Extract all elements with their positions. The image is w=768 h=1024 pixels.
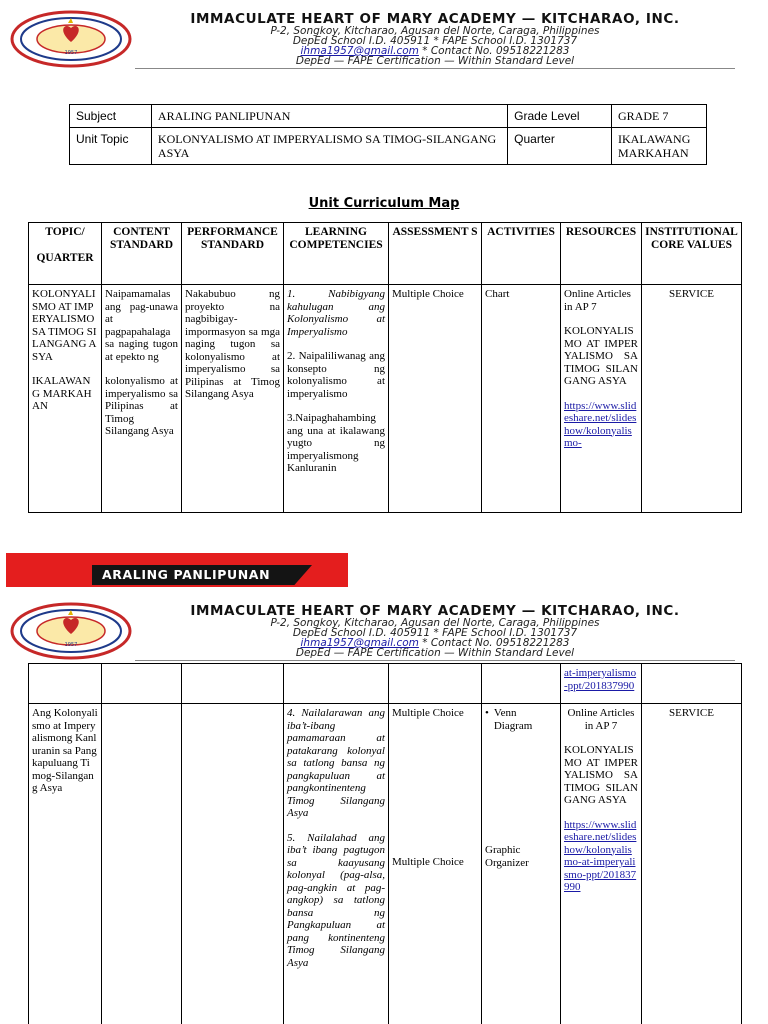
content-standard-cell: [102, 704, 182, 1024]
curriculum-map-table-continued: [28, 663, 742, 1024]
competency-3: 3.Naipaghahambing ang una at ikalawang yugto ng imperyalismong Kanluranin: [287, 412, 385, 474]
grade-value: GRADE 7: [612, 105, 707, 128]
quarter-text: IKALAWANG MARKAHAN: [32, 375, 92, 412]
learning-competencies-cell: [284, 704, 389, 1024]
resource-link[interactable]: https://www.slideshare.net/slideshow/kolonyalismo-at-imperyalismo-ppt/201837990: [564, 818, 637, 893]
subject-value: ARALING PANLIPUNAN: [151, 105, 507, 128]
subject-banner: [6, 553, 348, 587]
col-learning-competencies: LEARNING COMPETENCIES: [284, 223, 389, 285]
col-core-values: INSTITUTIONAL CORE VALUES: [642, 223, 742, 285]
assessment-cell: [389, 704, 482, 1024]
contact-number: * Contact No. 09518221283: [418, 45, 570, 57]
assessment-2: Multiple Choice: [392, 855, 464, 868]
table-row: [29, 704, 742, 1024]
subject-label: Subject: [70, 105, 152, 128]
assessment-cell: Multiple Choice: [389, 285, 482, 513]
topic-cell: [29, 285, 102, 513]
table-row-continued: [29, 664, 742, 704]
competency-5: 5. Nailalahad ang iba’t ibang pagtugon sa kaayusang kolonyal (pag-alsa, pag-angkin at pag-angkop) sa tatlong bansa ng Pangkapuluan at pang kontinenteng Timog Silangang Asya: [287, 831, 385, 969]
core-value-cell: SERVICE: [642, 704, 742, 1024]
content-standard-text-b: kolonyalismo at imperyalismo sa Pilipinas at Timog Silangang Asya: [105, 375, 178, 437]
performance-standard-cell: Nakabubuo ng proyekto na nagbibigay-impormasyon sa mga naging tugon sa kolonyalismo at imperyalismo sa Pilipinas at Timog Silangang Asya: [182, 285, 284, 513]
curriculum-map-table: [28, 222, 742, 513]
content-standard-cell: [102, 285, 182, 513]
empty-cell: [389, 664, 482, 704]
activity-2: Graphic Organizer: [485, 844, 529, 869]
school-name: IMMACULATE HEART OF MARY ACADEMY — KITCHARAO, INC.: [190, 603, 680, 619]
school-address: P-2, Songkoy, Kitcharao, Agusan del Norte, Caraga, Philippines: [270, 617, 600, 629]
col-resources: RESOURCES: [561, 223, 642, 285]
banner-text: ARALING PANLIPUNAN: [102, 567, 271, 582]
grade-label: Grade Level: [508, 105, 612, 128]
school-email-link[interactable]: ihma1957@gmail.com: [300, 637, 419, 649]
quarter-value: IKALAWANG MARKAHAN: [612, 128, 707, 165]
table-header-row: [29, 223, 742, 285]
seal-year: 1957: [64, 642, 78, 648]
resources-cell: [561, 704, 642, 1024]
unit-topic-label: Unit Topic: [70, 128, 152, 165]
school-ids: DepEd School I.D. 405911 * FAPE School I.D. 1301737: [292, 627, 578, 639]
table-row: [29, 285, 742, 513]
assessment-1: Multiple Choice: [392, 707, 464, 719]
learning-competencies-cell: [284, 285, 389, 513]
seal-year: 1957: [64, 50, 78, 56]
school-seal-logo: [10, 602, 132, 660]
activity-cell: [482, 704, 561, 1024]
course-info-table: [69, 104, 707, 165]
empty-cell: [29, 664, 102, 704]
performance-standard-cell: [182, 704, 284, 1024]
empty-cell: [284, 664, 389, 704]
school-header-page-2: [0, 598, 768, 662]
activity-1: Venn Diagram: [493, 707, 533, 732]
topic-cell: Ang Kolonyalismo at Imperyalismong Kanluranin sa Pangkapuluang Timog-Silangang Asya: [29, 704, 102, 1024]
empty-cell: [102, 664, 182, 704]
empty-cell: [182, 664, 284, 704]
school-certification: DepEd — FAPE Certification — Within Standard Level: [295, 55, 575, 67]
school-name: IMMACULATE HEART OF MARY ACADEMY — KITCHARAO, INC.: [190, 11, 680, 27]
empty-cell: [642, 664, 742, 704]
empty-cell: [482, 664, 561, 704]
resources-cell: [561, 285, 642, 513]
resource-title: KOLONYALISMO AT IMPERYALISMO SA TIMOG SILANGANG ASYA: [564, 325, 638, 387]
info-row-unit: [70, 128, 707, 165]
contact-number: * Contact No. 09518221283: [418, 637, 570, 649]
resource-articles: Online Articles in AP 7: [564, 288, 631, 313]
col-topic-quarter: [29, 223, 102, 285]
school-seal-logo: [10, 10, 132, 68]
col-quarter-label: QUARTER: [36, 252, 94, 264]
activity-1-item: [485, 707, 557, 732]
info-row-subject: [70, 105, 707, 128]
school-certification: DepEd — FAPE Certification — Within Standard Level: [295, 647, 575, 659]
col-content-standard: CONTENT STANDARD: [102, 223, 182, 285]
col-assessments: ASSESSMENT S: [389, 223, 482, 285]
resource-articles: Online Articles in AP 7: [567, 707, 635, 732]
header-divider: [135, 68, 735, 69]
content-standard-text-a: Naipamamalas ang pag-unawa at pagpapahalaga sa naging tugon at epekto ng: [105, 288, 178, 363]
col-performance-standard: PERFORMANCE STANDARD: [182, 223, 284, 285]
col-topic-label: TOPIC/: [45, 226, 85, 238]
competency-2: 2. Naipaliliwanag ang konsepto ng kolonyalismo at imperyalismo: [287, 350, 385, 400]
quarter-label: Quarter: [508, 128, 612, 165]
school-header: [0, 6, 768, 70]
map-title: Unit Curriculum Map: [308, 196, 460, 211]
bullet-icon: •: [485, 707, 489, 719]
unit-topic-value: KOLONYALISMO AT IMPERYALISMO SA TIMOG-SILANGANG ASYA: [151, 128, 507, 165]
school-ids: DepEd School I.D. 405911 * FAPE School I.D. 1301737: [292, 35, 578, 47]
resource-title: KOLONYALISMO AT IMPERYALISMO SA TIMOG SILANGANG ASYA: [564, 744, 638, 806]
competency-1: 1. Nabibigyang kahulugan ang Kolonyalismo at Imperyalismo: [287, 288, 385, 338]
activity-cell: Chart: [482, 285, 561, 513]
core-value-cell: SERVICE: [642, 285, 742, 513]
competency-4: 4. Nailalarawan ang iba’t-ibang pamamaraan at patakarang kolonyal sa tatlong bansa ng pangkapuluan at pangkontinenteng Timog Silangang Asya: [287, 707, 385, 819]
resource-link[interactable]: https://www.slideshare.net/slideshow/kolonyalismo-: [564, 399, 637, 449]
topic-text: KOLONYALISMO AT IMPERYALISMO SA TIMOG SILANGANG ASYA: [32, 288, 97, 363]
school-address: P-2, Songkoy, Kitcharao, Agusan del Norte, Caraga, Philippines: [270, 25, 600, 37]
header-divider: [135, 660, 735, 661]
school-email-link[interactable]: ihma1957@gmail.com: [300, 45, 419, 57]
resource-link-continued[interactable]: at-imperyalismo-ppt/201837990: [564, 667, 637, 692]
col-activities: ACTIVITIES: [482, 223, 561, 285]
resources-cell: [561, 664, 642, 704]
